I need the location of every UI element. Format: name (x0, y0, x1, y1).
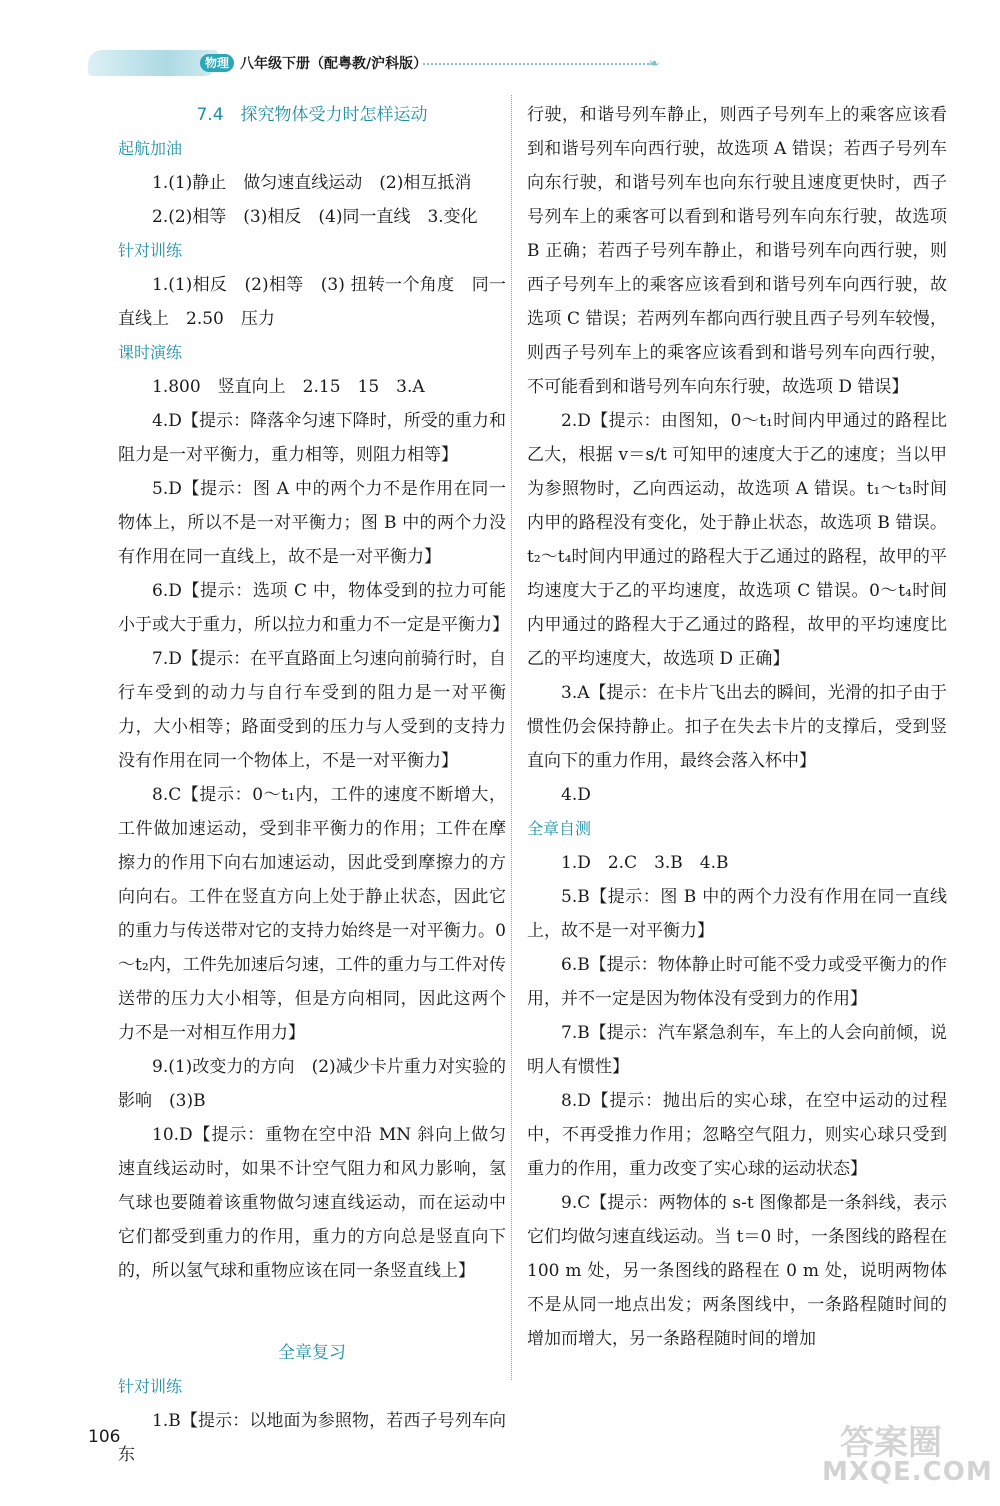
answer-item: 1.(1)静止 做匀速直线运动 (2)相互抵消 (152, 173, 472, 193)
answer-item: 1.B【提示：以地面为参照物，若西子号列车向东 (118, 1411, 506, 1465)
answer-item: 5.D【提示：图 A 中的两个力不是作用在同一物体上，所以不是一对平衡力；图 B 中的两个力没有作用在同一直线上，故不是一对平衡力】 (118, 479, 506, 567)
answer-item: 3.A【提示：在卡片飞出去的瞬间，光滑的扣子由于惯性仍会保持静止。扣子在失去卡片的支撑后，受到竖直向下的重力作用，最终会落入杯中】 (527, 683, 947, 771)
spacer (118, 1288, 506, 1336)
answer-item: 8.D【提示：抛出后的实心球，在空中运动的过程中，不再受推力作用；忽略空气阻力，则实心球只受到重力的作用，重力改变了实心球的运动状态】 (527, 1091, 947, 1179)
answer-item: 9.(1)改变力的方向 (2)减少卡片重力对实验的影响 (3)B (118, 1057, 506, 1111)
column-divider (511, 95, 512, 1380)
ornament-icon: ❧ (648, 56, 660, 72)
page-header (88, 44, 660, 84)
answer-item: 2.D【提示：由图知，0～t₁时间内甲通过的路程比乙大，根据 v＝s/t 可知甲的速度大于乙的速度；当以甲为参照物时，乙向西运动，故选项 A 错误。t₁～t₃时间内甲的路程没有变化，处于静止状态，故选项 B 错误。t₂～t₄时间内甲通过的路程大于乙通过的路程，故甲的平均速度大于乙的平均速度，故选项 C 错误。0～t₄时间内甲通过的路程大于乙通过的路程，故甲的平均速度比乙的平均速度大，故选项 D 正确】 (527, 411, 947, 669)
header-dotted-line (423, 63, 653, 65)
watermark (800, 1415, 993, 1495)
header-decoration (88, 50, 218, 76)
watermark-url: MXQE.COM (822, 1457, 993, 1487)
answer-item: 5.B【提示：图 B 中的两个力没有作用在同一直线上，故不是一对平衡力】 (527, 887, 947, 941)
answer-item: 1.D 2.C 3.B 4.B (561, 853, 729, 873)
watermark-logo: 答案圈 (840, 1423, 942, 1463)
answer-item: 1.(1)相反 (2)相等 (3) 扭转一个角度 同一直线上 2.50 压力 (118, 275, 506, 329)
answer-continuation: 行驶，和谐号列车静止，则西子号列车上的乘客应该看到和谐号列车向西行驶，故选项 A 错误；若西子号列车向东行驶，和谐号列车也向东行驶且速度更快时，西子号列车上的乘客可以看到和谐号列车向东行驶，故选项 B 正确；若西子号列车静止，和谐号列车向西行驶，则西子号列车上的乘客应该看到和谐号列车向西行驶，故选项 C 错误；若两列车都向西行驶且西子号列车较慢，则西子号列车上的乘客应该看到和谐号列车向西行驶，不可能看到和谐号列车向东行驶，故选项 D 错误】 (527, 105, 947, 397)
section-heading: 全章自测 (527, 819, 592, 838)
book-title: 八年级下册（配粤教/沪科版） (240, 56, 428, 72)
chapter-title: 全章复习 (278, 1343, 346, 1363)
section-heading: 针对训练 (118, 241, 183, 260)
answer-item: 10.D【提示：重物在空中沿 MN 斜向上做匀速直线运动时，如果不计空气阻力和风力影响，氢气球也要随着该重物做匀速直线运动，而在运动中它们都受到重力的作用，重力的方向总是竖直向下的，所以氢气球和重物应该在同一条竖直线上】 (118, 1125, 506, 1281)
answer-item: 6.B【提示：物体静止时可能不受力或受平衡力的作用，并不一定是因为物体没有受到力的作用】 (527, 955, 947, 1009)
section-heading: 课时演练 (118, 343, 183, 362)
chapter-title: 7.4 探究物体受力时怎样运动 (196, 105, 428, 125)
answer-item: 2.(2)相等 (3)相反 (4)同一直线 3.变化 (152, 207, 478, 227)
left-column (118, 98, 509, 1472)
answer-item: 4.D (561, 785, 591, 805)
answer-item: 7.B【提示：汽车紧急刹车，车上的人会向前倾，说明人有惯性】 (527, 1023, 947, 1077)
subject-badge: 物理 (200, 54, 234, 72)
answer-item: 7.D【提示：在平直路面上匀速向前骑行时，自行车受到的动力与自行车受到的阻力是一对平衡力，大小相等；路面受到的压力与人受到的支持力没有作用在同一个物体上，不是一对平衡力】 (118, 649, 506, 771)
page-number: 106 (88, 1427, 121, 1447)
section-heading: 针对训练 (118, 1377, 183, 1396)
right-column (527, 98, 947, 1356)
answer-item: 8.C【提示：0～t₁内，工件的速度不断增大，工件做加速运动，受到非平衡力的作用；工件在摩擦力的作用下向右加速运动，因此受到摩擦力的方向向右。工件在竖直方向上处于静止状态，因此它的重力与传送带对它的支持力始终是一对平衡力。0～t₂内，工件先加速后匀速，工件的重力与工件对传送带的压力大小相等，但是方向相同，因此这两个力不是一对相互作用力】 (118, 785, 506, 1043)
answer-item: 4.D【提示：降落伞匀速下降时，所受的重力和阻力是一对平衡力，重力相等，则阻力相等】 (118, 411, 506, 465)
answer-item: 9.C【提示：两物体的 s-t 图像都是一条斜线，表示它们均做匀速直线运动。当 t＝0 时，一条图线的路程在 100 m 处，另一条图线的路程在 0 m 处，说明两物体不是从同一地点出发；两条图线中，一条路程随时间的增加而增大，另一条路程随时间的增加 (527, 1193, 947, 1349)
answer-item: 1.800 竖直向上 2.15 15 3.A (152, 377, 425, 397)
section-heading: 起航加油 (118, 139, 183, 158)
answer-item: 6.D【提示：选项 C 中，物体受到的拉力可能小于或大于重力，所以拉力和重力不一定是平衡力】 (118, 581, 509, 635)
